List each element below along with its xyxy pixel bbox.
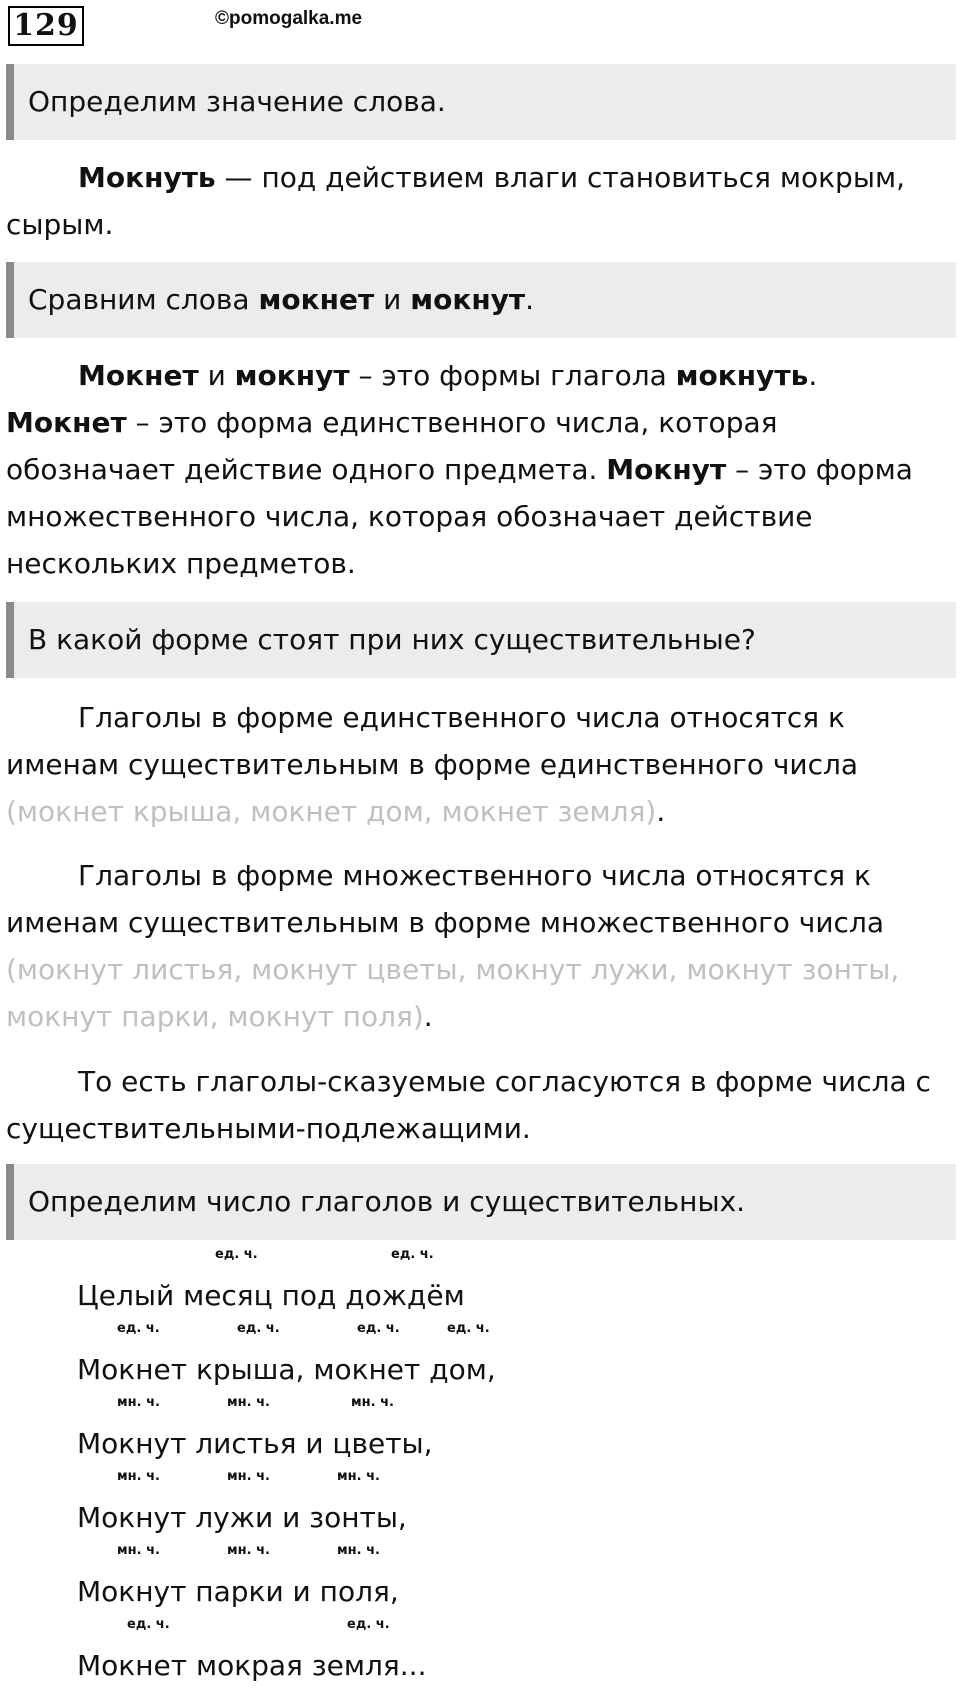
bold-word: Мокнут xyxy=(606,453,727,486)
number-tag: мн. ч. xyxy=(117,1395,160,1410)
bold-word: Мокнет xyxy=(6,406,127,439)
poem-line xyxy=(77,1467,877,1541)
text: и xyxy=(198,359,235,392)
bold-word: мокнуть xyxy=(675,359,809,392)
bold-word: мокнут xyxy=(234,359,350,392)
definition-paragraph xyxy=(6,154,946,248)
number-tag: ед. ч. xyxy=(117,1321,160,1336)
poem-text: Целый месяц под дождём xyxy=(77,1279,465,1312)
number-tag: ед. ч. xyxy=(215,1247,258,1262)
text: – это форма единственного числа, которая обозначает действие одного предмета. xyxy=(6,406,778,486)
singular-paragraph xyxy=(6,694,946,835)
heading-word-moknut: мокнут xyxy=(410,283,526,316)
number-tag: мн. ч. xyxy=(227,1469,270,1484)
number-tag: ед. ч. xyxy=(237,1321,280,1336)
bold-word: Мокнет xyxy=(78,359,199,392)
number-tag: ед. ч. xyxy=(347,1617,390,1632)
heading-text: Сравним слова xyxy=(28,283,259,316)
text: – это формы глагола xyxy=(349,359,676,392)
poem-text: Мокнет мокрая земля... xyxy=(77,1649,427,1682)
poem-line xyxy=(77,1245,877,1319)
text: Глаголы в форме единственного числа относятся к именам существительным в форме единственного числа xyxy=(6,701,859,781)
poem-line xyxy=(77,1541,877,1615)
conclusion-paragraph: То есть глаголы-сказуемые согласуются в форме числа с существительными-подлежащими. xyxy=(6,1065,931,1145)
poem-line xyxy=(77,1393,877,1467)
number-tag: мн. ч. xyxy=(117,1469,160,1484)
number-tag: ед. ч. xyxy=(127,1617,170,1632)
number-tag: мн. ч. xyxy=(117,1543,160,1558)
section-heading-number: Определим число глаголов и существительных. xyxy=(6,1164,956,1240)
example-phrases: (мокнут листья, мокнут цветы, мокнут лужи, мокнут зонты, мокнут парки, мокнут поля) xyxy=(6,953,900,1033)
text: Глаголы в форме множественного числа относятся к именам существительным в форме множественного числа xyxy=(6,859,884,939)
heading-text: и xyxy=(374,283,411,316)
poem-text: Мокнут парки и поля, xyxy=(77,1575,399,1608)
section-heading-nouns: В какой форме стоят при них существительные? xyxy=(6,602,956,678)
number-tag: мн. ч. xyxy=(337,1469,380,1484)
text: . xyxy=(808,359,818,392)
definition-text: — под действием влаги становиться мокрым, сырым. xyxy=(6,161,905,241)
poem-line xyxy=(77,1319,877,1393)
compare-paragraph xyxy=(6,352,946,587)
poem-text: Мокнет крыша, мокнет дом, xyxy=(77,1353,496,1386)
poem xyxy=(77,1245,877,1689)
number-tag: ед. ч. xyxy=(391,1247,434,1262)
task-number: 129 xyxy=(8,6,84,46)
text: . xyxy=(423,1000,433,1033)
poem-line xyxy=(77,1615,877,1689)
section-heading-meaning: Определим значение слова. xyxy=(6,64,956,140)
heading-text: . xyxy=(525,283,535,316)
poem-text: Мокнут лужи и зонты, xyxy=(77,1501,407,1534)
example-phrases: (мокнет крыша, мокнет дом, мокнет земля) xyxy=(6,795,657,828)
number-tag: мн. ч. xyxy=(227,1395,270,1410)
number-tag: ед. ч. xyxy=(447,1321,490,1336)
number-tag: мн. ч. xyxy=(351,1395,394,1410)
number-tag: ед. ч. xyxy=(357,1321,400,1336)
number-tag: мн. ч. xyxy=(337,1543,380,1558)
number-tag: мн. ч. xyxy=(227,1543,270,1558)
text: – это форма множественного числа, которая обозначает действие нескольких предметов. xyxy=(6,453,913,580)
poem-text: Мокнут листья и цветы, xyxy=(77,1427,433,1460)
section-heading-compare xyxy=(6,262,956,338)
watermark: ©pomogalka.me xyxy=(215,8,363,29)
plural-paragraph xyxy=(6,852,946,1040)
term-word: Мокнуть xyxy=(78,161,216,194)
heading-word-moknet: мокнет xyxy=(258,283,375,316)
text: . xyxy=(656,795,666,828)
